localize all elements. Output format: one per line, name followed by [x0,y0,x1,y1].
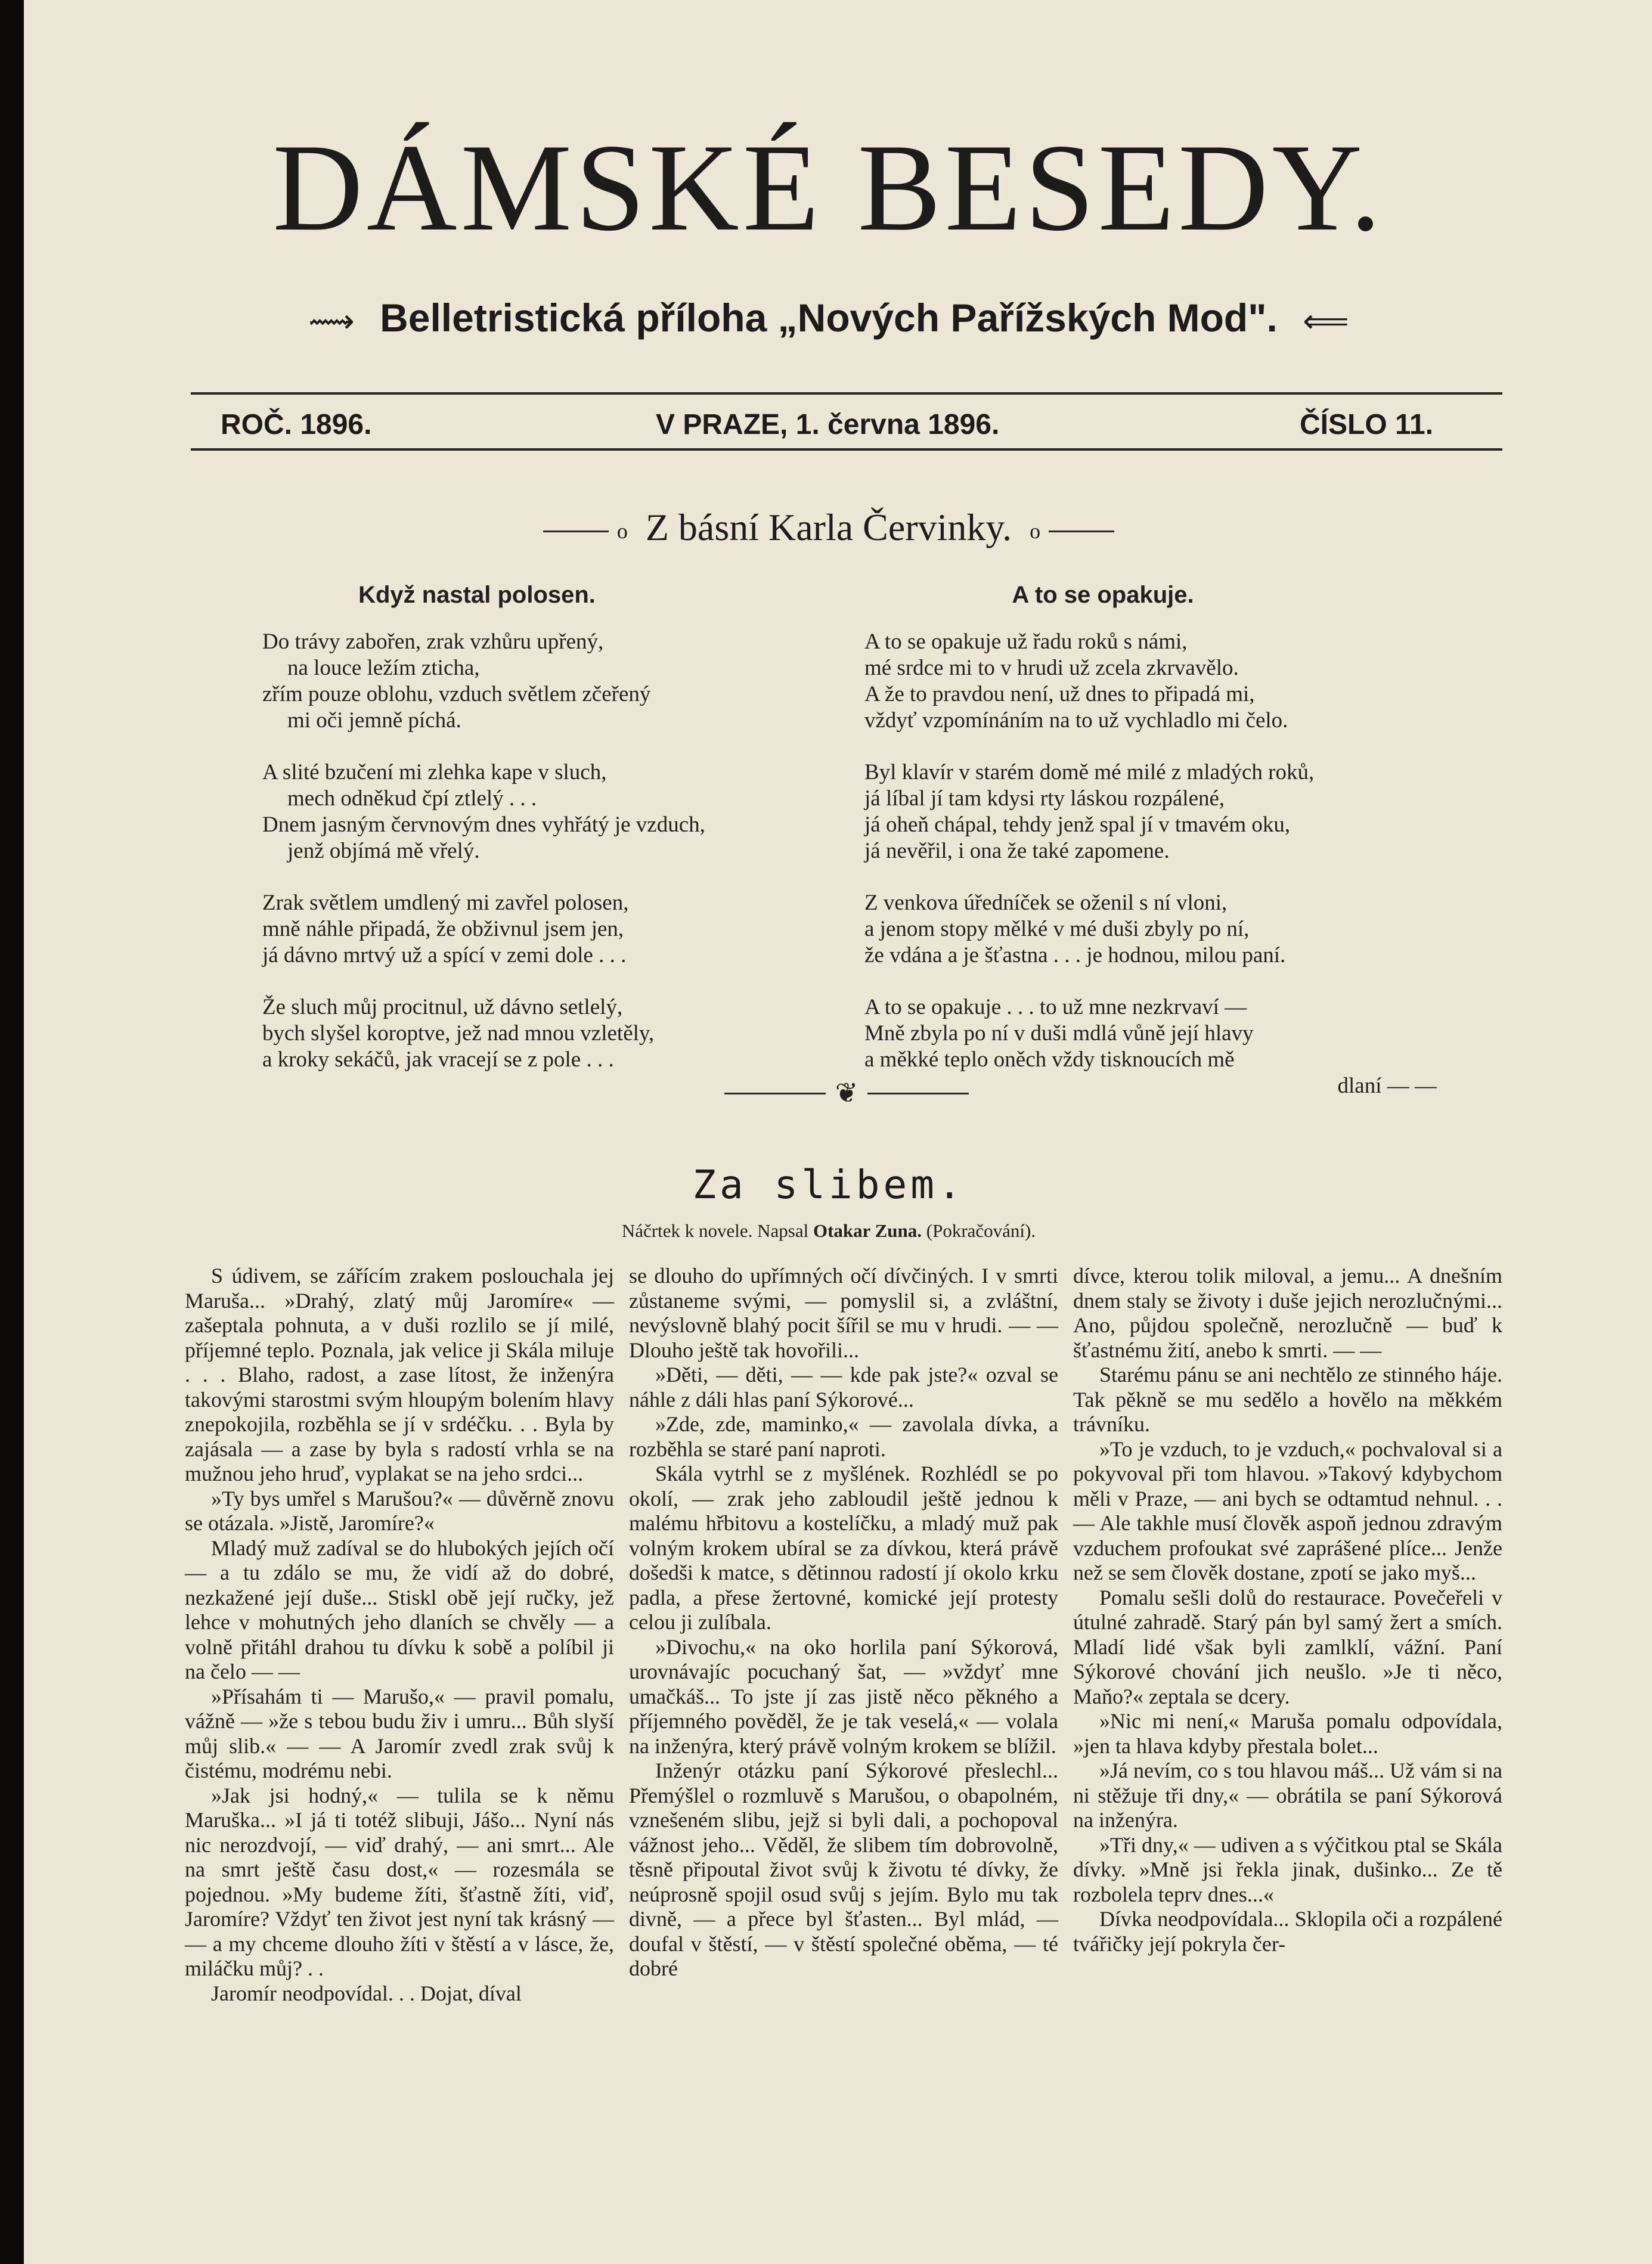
verse-line: já dávno mrtvý už a spící v zemi dole . . . [262,943,627,967]
paragraph: »To je vzduch, to je vzduch,« pochvaloval si a pokyvoval při tom hlavou. »Takový kdybychom měli v Praze, — ani bych se odtamtud nehnul. . . — Ale takhle musí člověk aspoň jednou zdravým vzduchem profoukat své zaprášené plíce... Jenže než se sem člověk dostane, zpotí se jako myš... [1073,1437,1502,1584]
verse-line: mech odněkud čpí ztlelý . . . [287,786,537,811]
section-divider [715,1073,978,1109]
verse-line: zřím pouze oblohu, vzduch světlem zčeřený [262,682,651,706]
paragraph: Starému pánu se ani nechtělo ze stinného háje. Tak pěkně se mu sedělo a hovělo na měkkém trávníku. [1073,1363,1502,1436]
paragraph: »Tři dny,« — udiven a s výčitkou ptal se Skála dívky. »Mně jsi řekla jinak, dušinko... Ze tě rozbolela teprv dnes...« [1073,1832,1502,1906]
story-column-1 [185,1264,614,2006]
circle-ornament-icon: o [616,519,628,544]
issue-year: ROČ. 1896. [221,409,372,441]
paragraph: se dlouho do upřímných očí dívčiných. I v smrti zůstaneme svými, — pomyslil si, a zvláštní, nevýslovně blahý pocit šířil se mu v hrudi. — — Dlouho ještě tak hovořili... [629,1264,1058,1362]
verse-line: mé srdce mi to v hrudi už zcela zkrvavělo. [864,656,1239,680]
paragraph: S údivem, se zářícím zrakem poslouchala jej Maruša... »Drahý, zlatý můj Jaromíre« — zašeptala pohnuta, a v duši rozlilo se jí milé, příjemné teplo. Poznala, jak velice ji Skála miluje . . . Blaho, radost, a zase lítost, že inženýra takovými starostmi svým hloupým bolením hlavy znepokojila, rozběhla se jí v srdéčku. . . Byla by zajásala — a zase by byla s radostí vrhla se na mužnou jeho hruď, vyplakat se na jeho srdci... [185,1264,614,1485]
divider-rule-right [867,1093,969,1094]
story-subtitle [155,1216,1502,1246]
issue-place-date: V PRAZE, 1. června 1896. [656,409,1000,441]
page [24,0,1652,2264]
poem-left [262,629,847,1099]
stanza [864,629,1449,734]
paragraph: »Já nevím, co s tou hlavou máš... Už vám si na ni stěžuje tři dny,« — obrátila se paní Sýkorová na inženýra. [1073,1759,1502,1832]
story-subtitle-prefix: Náčrtek k novele. Napsal [621,1220,813,1241]
verse-line: Do trávy zabořen, zrak vzhůru upřený, [262,629,604,654]
verse-line: dlaní — — [1337,1074,1437,1098]
story-subtitle-suffix: (Pokračování). [922,1220,1036,1241]
story-author: Otakar Zuna. [813,1220,922,1241]
verse-line: Byl klavír v starém domě mé milé z mladých roků, [864,760,1315,784]
circle-ornament-icon: o [1030,519,1041,544]
paragraph: »Děti, — děti, — — kde pak jste?« ozval se náhle z dáli hlas paní Sýkorové... [629,1363,1058,1412]
paragraph: Dívka neodpovídala... Sklopila oči a rozpálené tvářičky její pokryla čer- [1073,1907,1502,1956]
paragraph: »Nic mi není,« Maruša pomalu odpovídala, »jen ta hlava kdyby přestala bolet... [1073,1709,1502,1758]
verse-line: Z venkova úředníček se oženil s ní vloni, [864,891,1228,915]
verse-line: mně náhle připadá, že obživnul jsem jen, [262,917,624,941]
verse-line: já oheň chápal, tehdy jenž spal jí v tmavém oku, [864,812,1291,837]
verse-line: vždyť vzpomínáním na to už vychladlo mi čelo. [864,708,1288,733]
verse-line: že vdána a je šťastna . . . je hodnou, milou paní. [864,943,1286,967]
verse-line: mi oči jemně píchá. [287,708,461,733]
paragraph: Skála vytrhl se z myšlének. Rozhlédl se po okolí, — zrak jeho zabloudil ještě jednou k malému hřbitovu a kostelíčku, a mladý muž pak volným krokem ubíral se za dívkou, která právě došedši k matce, s dětinnou radostí jí okolo krku padla, a přese žertovné, komické její protesty celou ji zulíbala. [629,1462,1058,1634]
verse-line: A to se opakuje už řadu roků s námi, [864,629,1188,654]
paragraph: dívce, kterou tolik miloval, a jemu... A dnešním dnem staly se životy i duše jejich nerozlučnými... Ano, půjdou společně, nerozlučně — buď k šťastnému žití, anebo k smrti. — — [1073,1264,1502,1362]
masthead-title: DÁMSKÉ BESEDY. [272,119,1385,257]
poem-left-title: Když nastal polosen. [358,582,596,608]
paragraph: »Jak jsi hodný,« — tulila se k němu Maruška... »I já ti totéž slibuji, Jášo... Nyní nás nic nerozdvojí, — viď drahý, — ani smrt... Ale na smrt ještě času dost,« — rozesmála se pojednou. »My budeme žíti, šťastně žíti, viď, Jaromíre? Vždyť ten život jest nyní tak krásný — — a my chceme dlouho žíti v štěstí a v lásce, že, miláčku můj? . . [185,1783,614,1980]
verse-line: Dnem jasným červnovým dnes vyhřátý je vzduch, [262,812,705,837]
stanza [262,890,847,969]
verse-line: Mně zbyla po ní v duši mdlá vůně její hlavy [864,1021,1254,1046]
flourish-right-icon: ⟸ [1303,303,1349,339]
paragraph: »Divochu,« na oko horlila paní Sýkorová, urovnávajíc pocuchaný šat, — »vždyť mne umačkáš... To jste jí zas jistě něco pěkného a příjemného pověděl, že je tak veselá,« — volala na inženýra, který právě volným krokem se blížil. [629,1635,1058,1758]
verse-line: A že to pravdou není, už dnes to připadá mi, [864,682,1255,706]
verse-line: na louce ležím zticha, [287,656,480,680]
verse-line: já nevěřil, i ona že také zapomene. [864,839,1170,863]
poem-right-title: A to se opakuje. [1012,582,1194,608]
masthead-subtitle-row [155,291,1502,345]
floral-ornament-icon: ❦ [835,1078,858,1109]
story-column-2 [629,1264,1058,1981]
paragraph: Jaromír neodpovídal. . . Dojat, díval [211,1981,522,2005]
verse-line: jenž objímá mě vřelý. [287,839,480,863]
paragraph: Inženýr otázku paní Sýkorové přeslechl... Přemýšlel o rozmluvě s Marušou, o obapolném, vznešeném slibu, jejž si byli dali, a pochopoval vážnost jeho... Věděl, že slibem tím dobrovolně, těsně připoutal život svůj k životu té dívky, že neúprosně spojil osud svůj s jejím. Bylo mu tak divně, — a přece byl šťasten... Byl mlád, — doufal v štěstí, — v štěstí společné oběma, — té dobré [629,1759,1058,1980]
flourish-left-icon: ⟿ [308,303,355,339]
stanza [262,759,847,864]
verse-line: bych slyšel koroptve, jež nad mnou vzletěly, [262,1021,655,1046]
verse-line: A slité bzučení mi zlehka kape v sluch, [262,760,607,784]
stanza [262,629,847,734]
verse-line: a měkké teplo oněch vždy tisknoucích mě [864,1047,1235,1072]
header-rule-bottom [191,448,1502,451]
divider-rule-left [724,1093,826,1094]
heading-rule-left [543,531,609,532]
verse-line: já líbal jí tam kdysi rty láskou rozpálené, [864,786,1225,811]
issue-number: ČÍSLO 11. [1300,409,1434,441]
poems-heading-row [155,501,1502,554]
paragraph: »Přísahám ti — Marušo,« — pravil pomalu, vážně — »že s tebou budu živ i umru... Bůh slyší můj slib.« — — A Jaromír zvedl zrak svůj k čistému, modrému nebi. [185,1684,614,1782]
poem-right [864,629,1449,1125]
verse-line: A to se opakuje . . . to už mne nezkrvaví — [864,995,1247,1019]
stanza [864,890,1449,969]
paragraph: Mladý muž zadíval se do hlubokých jejích očí — a tu zdálo se mu, že vidí až do dobré, nezkažené její duše... Stiskl obě její ručky, jež lehce v mohutných jeho dlaních se chvěly — a volně přitáhl drahou tu dívku k sobě a políbil ji na čelo — — [185,1536,614,1683]
verse-line: a jenom stopy mělké v mé duši zbyly po ní, [864,917,1250,941]
heading-rule-right [1049,531,1114,532]
story-title: Za slibem. [692,1162,965,1208]
paragraph: »Zde, zde, maminko,« — zavolala dívka, a rozběhla se staré paní naproti. [629,1412,1058,1461]
story-column-3 [1073,1264,1502,1956]
binding-edge [0,0,24,2264]
poems-heading: Z básní Karla Červinky. [645,506,1012,548]
verse-line: a kroky sekáčů, jak vracejí se z pole . . . [262,1047,614,1072]
paragraph: »Ty bys umřel s Marušou?« — důvěrně znovu se otázala. »Jistě, Jaromíre?« [185,1486,614,1535]
masthead-subtitle: Belletristická příloha „Nových Pařížských Mod". [380,296,1278,340]
stanza [262,994,847,1073]
verse-line: Zrak světlem umdlený mi zavřel polosen, [262,891,629,915]
header-rule-top [191,392,1502,395]
paragraph: Pomalu sešli dolů do restaurace. Povečeřeli v útulné zahradě. Starý pán byl samý žert a smích. Mladí lidé však byli zamlklí, vážní. Paní Sýkorové chování jich neušlo. »Je ti něco, Maňo?« zeptala se dcery. [1073,1585,1502,1708]
verse-line: Že sluch můj procitnul, už dávno setlelý, [262,995,623,1019]
stanza [864,759,1449,864]
